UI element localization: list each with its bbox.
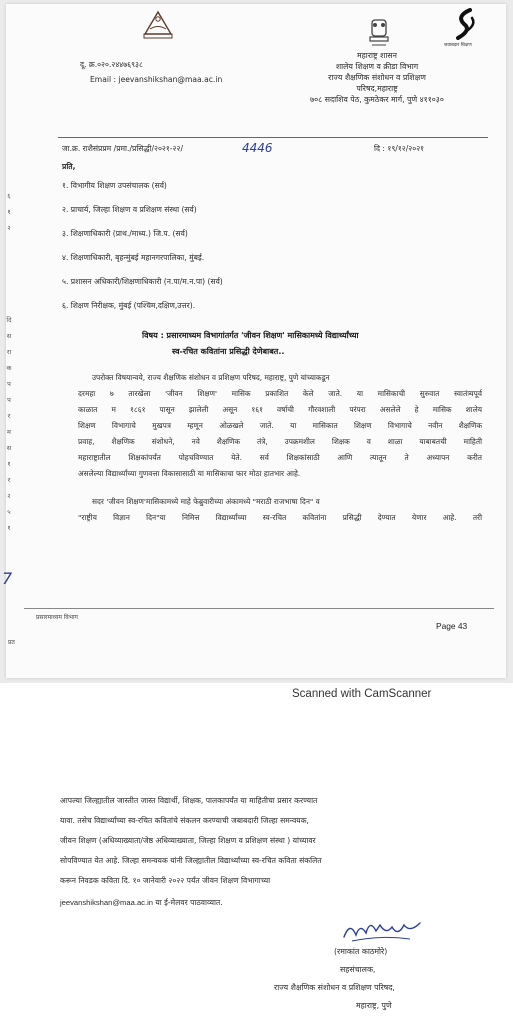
signatory-org-line-1: राज्य शैक्षणिक संशोधन व प्रशिक्षण परिषद,	[274, 983, 395, 992]
handwritten-reference-number: 4446	[242, 141, 273, 155]
body-line: यावा. तसेच विद्यार्थ्यांच्या स्व-रचित कवितांचे संकलन करण्याची जबाबदारी जिल्हा समन्वयक,	[60, 816, 309, 825]
handwritten-signature-icon	[340, 915, 426, 945]
footer-page-number: Page 43	[436, 621, 468, 631]
signatory-org-line-2: महाराष्ट्र, पुणे	[356, 1001, 392, 1010]
office-line-3: राज्य शैक्षणिक संशोधन व प्रशिक्षण	[328, 73, 426, 82]
recipient-item: ३. शिक्षणाधिकारी (प्राथ./माध्य.) जि.प. (सर्व)	[62, 229, 188, 238]
body-line: आपल्या जिल्ह्यातील जास्तीत जास्त विद्यार्थी, शिक्षक, पालकापर्यंत या माहितीचा प्रसार करण्यात	[60, 796, 318, 805]
letter-date: दि : १९/१२/२०२१	[374, 144, 425, 153]
office-line-5: ७०८ सदाशिव पेठ, कुमठेकर मार्ग, पुणे ४११०३०	[310, 95, 444, 104]
subject-line-2: स्व-रचित कवितांना प्रसिद्धी देणेबाबत..	[172, 347, 285, 356]
subject-line-1: विषय : प्रसारमाध्यम विभागांतर्गत 'जीवन शिक्षण' मासिकामध्ये विद्यार्थ्यांच्या	[142, 331, 359, 340]
office-email: Email : jeevanshikshan@maa.ac.in	[90, 75, 223, 84]
body-line: सदर 'जीवन शिक्षण'मासिकामध्ये माहे फेब्रुवारीच्या अंकामध्ये "मराठी राजभाषा दिन" व	[92, 497, 320, 506]
body-line: दरमहा ७ तारखेला 'जीवन शिक्षण' मासिक प्रकाशित केले जाते. या मासिकाची सुरुवात स्वातंत्र्यपूर्व	[78, 389, 482, 398]
recipient-item: ४. शिक्षणाधिकारी, बृहन्मुंबई महानगरपालिका, मुंबई.	[62, 253, 205, 262]
page-one-sheet	[2, 4, 506, 678]
body-email-line: jeevanshikshan@maa.ac.in या ई-मेलवर पाठवाव्यात.	[60, 898, 223, 907]
body-line: जीवन शिक्षण (अधिव्याख्याता/जेष्ठ अधिव्याख्याता, जिल्हा शिक्षण व प्रशिक्षण संस्था ) यांच्यावर	[60, 836, 316, 845]
body-line: करून निवडक कविता दि. १० जानेवारी २०२२ पर्यंत जीवन शिक्षण विभागाच्या	[60, 876, 271, 885]
recipient-item: ५. प्रशासन अधिकारी/शिक्षणाधिकारी (न.पा/म.न.पा) (सर्व)	[62, 277, 223, 286]
brand-logo-caption: जवाबदार शिक्षण	[444, 43, 472, 48]
scert-logo-icon	[140, 10, 176, 40]
margin-fragments: ६ १ २	[7, 192, 11, 232]
office-line-2: शालेय शिक्षण व क्रीडा विभाग	[335, 62, 419, 71]
header-divider	[58, 137, 488, 138]
recipient-item: ६. शिक्षण निरीक्षक, मुंबई (पश्चिम,दक्षिण,उत्तर).	[62, 301, 196, 310]
signatory-designation: सहसंचालक,	[340, 965, 376, 974]
signatory-name: (रमाकांत काठमोरे)	[334, 947, 388, 956]
page-two-scan	[0, 715, 513, 1024]
brand-swoosh-logo-icon	[450, 8, 480, 40]
footer-margin-mark: प्रत	[8, 639, 15, 646]
office-line-4: परिषद,महाराष्ट्र	[356, 84, 398, 93]
phone-number: दू. क्र.०२०.२४४७६९३८	[80, 60, 143, 69]
reference-number: जा.क्र. राशैसंप्रप्रम /प्रमा./प्रसिद्धी/२०२१-२२/	[62, 144, 184, 153]
scanner-caption: Scanned with CamScanner	[292, 688, 432, 700]
recipient-item: २. प्राचार्य, जिल्हा शिक्षण व प्रशिक्षण संस्था (सर्व)	[62, 205, 197, 214]
office-line-1: महाराष्ट्र शासन	[357, 51, 397, 60]
body-line: शिक्षण विभागाचे मुखपत्र म्हणून ओळखले जाते. या मासिकात शिक्षण विभागाचे नवीन शैक्षणिक	[78, 421, 482, 430]
state-emblem-icon	[366, 16, 392, 50]
body-line: काळात म १८६१ पासून झालेली असून १६१ वर्षाची गौरवशाली परंपरा असलेले हे मासिक शालेय	[78, 405, 482, 414]
footer-department: प्रसारमाध्यम विभाग	[36, 614, 78, 621]
body-line: उपरोक्त विषयान्वये, राज्य शैक्षणिक संशोधन व प्रशिक्षण परिषद, महाराष्ट्र, पुणे यांच्याकडून	[92, 373, 330, 382]
body-line: "राष्ट्रीय विज्ञान दिन"या निमित्त विद्यार्थ्यांच्या स्व-रचित कवितांना प्रसिद्धी देण्यात येणार आहे. तरी	[78, 513, 482, 522]
footer-divider	[24, 608, 494, 609]
recipients-heading: प्रति,	[62, 162, 76, 171]
email-link[interactable]: jeevanshikshan@maa.ac.in	[60, 898, 153, 907]
body-line: महाराष्ट्रातील शिक्षकांपर्यंत पोहचविण्यात येते. सर्व शिक्षकांसाठी आणि त्यातून ते अध्यापन करीत	[78, 453, 482, 462]
body-line: असलेल्या विद्यार्थ्यांच्या गुणवत्ता विकासासाठी या मासिकाचा फार मोठा हातभार आहे.	[78, 469, 301, 478]
margin-fragments: दि स रा क प प र म स १ र २ ५ १	[6, 316, 12, 532]
margin-handwritten-mark: 7	[2, 569, 13, 588]
recipient-item: १. विभागीय शिक्षण उपसंचालक (सर्व)	[62, 181, 167, 190]
body-line: सोपविण्यात येत आहे. जिल्हा समन्वयक यांनी जिल्ह्यातील विद्यार्थ्यांच्या स्व-रचित कविता संकलित	[60, 856, 322, 865]
body-line: प्रवाह, शैक्षणिक संशोधने, नवे शैक्षणिक तंत्रे, उपक्रमशील शिक्षक व शाळा याबाबतची माहिती	[78, 437, 482, 446]
